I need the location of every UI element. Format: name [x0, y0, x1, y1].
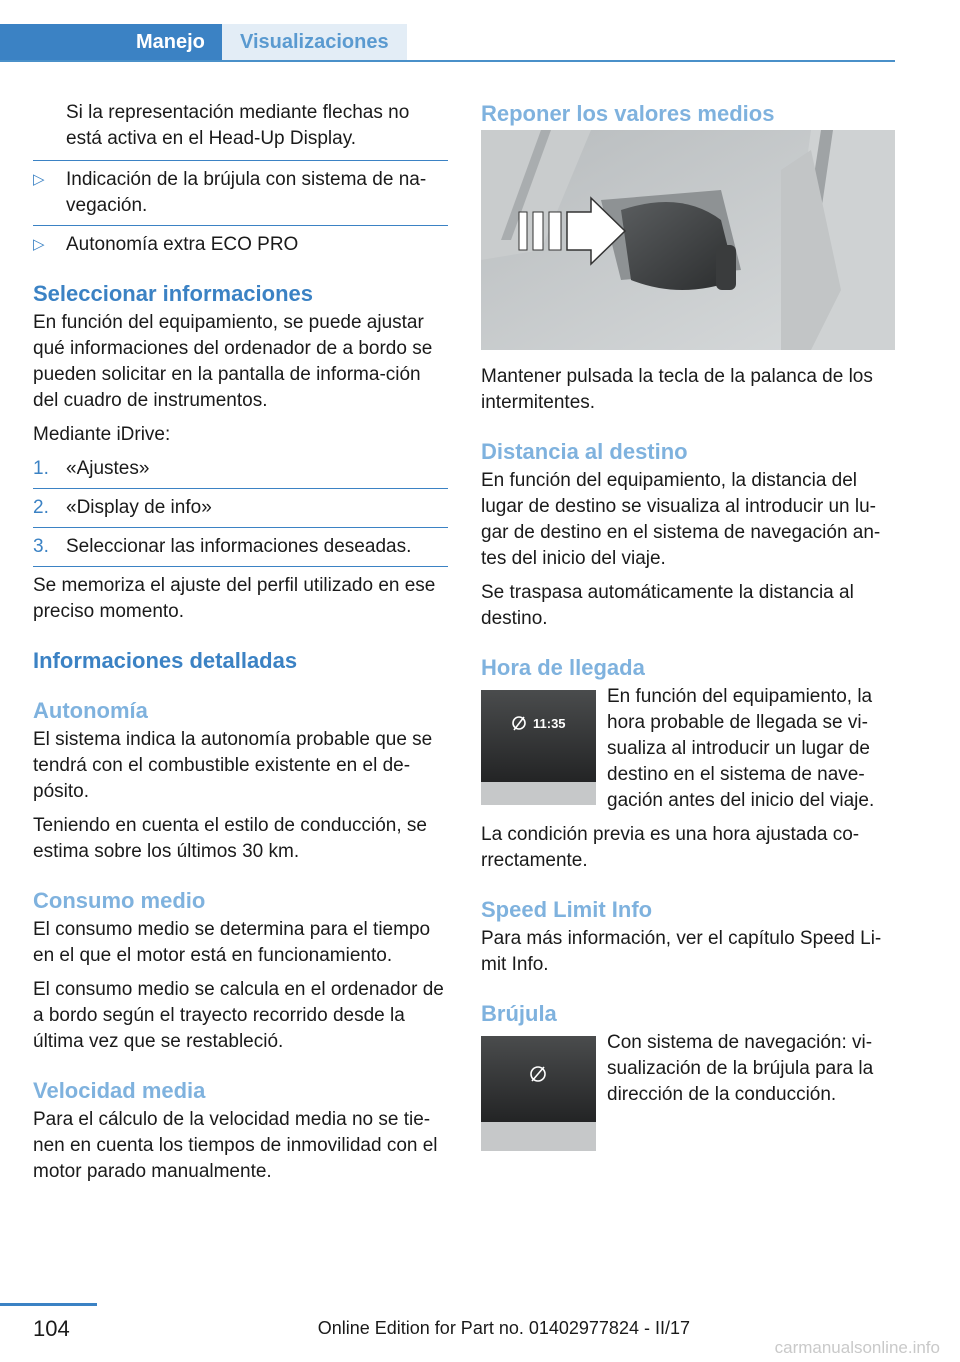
- step-number: 3.: [33, 536, 49, 557]
- page-number: 104: [33, 1316, 70, 1341]
- hora-text: En función del equipamiento, la hora probable de llegada se vi-sualiza al introducir un lugar de destino en el sistema de nave-gación antes del inicio del viaje.: [607, 686, 875, 811]
- speed-heading: Speed Limit Info: [481, 897, 653, 922]
- consumo-text-2: El consumo medio se calcula en el ordenador de a bordo según el trayecto recorrido desde la última vez que se restableció.: [33, 979, 444, 1052]
- continued-text: Si la representación mediante flechas no está activa en el Head-Up Display.: [66, 102, 410, 149]
- bullet-text: Autonomía extra ECO PRO: [66, 234, 299, 255]
- step-divider: [33, 527, 448, 528]
- detail-heading: Informaciones detalladas: [33, 648, 298, 673]
- consumo-text: El consumo medio se determina para el tiempo en el que el motor está en funcionamiento.: [33, 919, 431, 966]
- step-text: «Display de info»: [66, 497, 212, 518]
- compass-display: [481, 1036, 596, 1151]
- autonomia-text-2: Teniendo en cuenta el estilo de conducción, se estima sobre los últimos 30 km.: [33, 815, 427, 862]
- arrival-time-text: 11:35: [533, 716, 566, 731]
- left-column: [33, 100, 448, 1193]
- watermark-text: carmanualsonline.info: [774, 1338, 940, 1357]
- reponer-heading: Reponer los valores medios: [481, 101, 775, 126]
- brujula-heading: Brújula: [481, 1001, 557, 1026]
- idrive-text: Mediante iDrive:: [33, 424, 171, 445]
- memo-text: Se memoriza el ajuste del perfil utilizado en ese preciso momento.: [33, 575, 436, 622]
- brujula-text: Con sistema de navegación: vi-sualización de la brújula para la dirección de la conducción.: [607, 1032, 874, 1105]
- reponer-text: Mantener pulsada la tecla de la palanca de los intermitentes.: [481, 366, 873, 413]
- step-item: [33, 534, 448, 560]
- step-divider: [33, 488, 448, 489]
- triangle-bullet-icon: ▷: [33, 171, 45, 188]
- autonomia-heading: Autonomía: [33, 698, 148, 723]
- bullet-item: [33, 232, 448, 258]
- select-heading: Seleccionar informaciones: [33, 281, 313, 306]
- hora-text-2: La condición previa es una hora ajustada co-rrectamente.: [481, 824, 860, 871]
- distancia-text: En función del equipamiento, la distancia del lugar de destino se visualiza al introducir un lu-gar de destino en el sistema de navegación an-tes del inicio del viaje.: [481, 470, 881, 569]
- bullet-item: [33, 167, 448, 219]
- distancia-text-2: Se traspasa automáticamente la distancia al destino.: [481, 582, 854, 629]
- subsection-tab[interactable]: Visualizaciones: [222, 24, 407, 61]
- hora-heading: Hora de llegada: [481, 655, 645, 680]
- right-column: [481, 100, 895, 1154]
- bullet-divider: [33, 160, 448, 161]
- velocidad-heading: Velocidad media: [33, 1078, 206, 1103]
- turn-signal-lever-photo: [481, 130, 895, 350]
- bullet-text: Indicación de la brújula con sistema de na-vegación.: [66, 169, 427, 216]
- distancia-heading: Distancia al destino: [481, 439, 688, 464]
- bullet-divider: [33, 225, 448, 226]
- edition-text: Online Edition for Part no. 01402977824 - II/17: [317, 1318, 690, 1338]
- step-item: [33, 495, 448, 521]
- select-text: En función del equipamiento, se puede ajustar qué informaciones del ordenador de a bordo se pueden solicitar en la pantalla de informa-ción del cuadro de instrumentos.: [33, 312, 433, 411]
- page-header: [0, 0, 960, 62]
- triangle-bullet-icon: ▷: [33, 236, 45, 253]
- autonomia-text: El sistema indica la autonomía probable que se tendrá con el combustible existente en el de-pósito.: [33, 729, 433, 802]
- step-number: 2.: [33, 497, 49, 518]
- arrival-time-display: [481, 690, 596, 805]
- step-item: [33, 456, 448, 482]
- consumo-heading: Consumo medio: [33, 888, 206, 913]
- hora-figure-row: [481, 684, 895, 814]
- step-number: 1.: [33, 458, 49, 479]
- speed-text: Para más información, ver el capítulo Speed Li-mit Info.: [481, 928, 882, 975]
- step-divider: [33, 566, 448, 567]
- step-text: Seleccionar las informaciones deseadas.: [66, 536, 412, 557]
- header-rule: [0, 60, 895, 62]
- brujula-figure-row: [481, 1030, 895, 1146]
- step-text: «Ajustes»: [66, 458, 150, 479]
- section-tab[interactable]: Manejo: [0, 24, 222, 61]
- velocidad-text: Para el cálculo de la velocidad media no se tie-nen en cuenta los tiempos de inmovilidad con el motor parado manualmente.: [33, 1109, 438, 1182]
- footer-rule: [0, 1303, 97, 1306]
